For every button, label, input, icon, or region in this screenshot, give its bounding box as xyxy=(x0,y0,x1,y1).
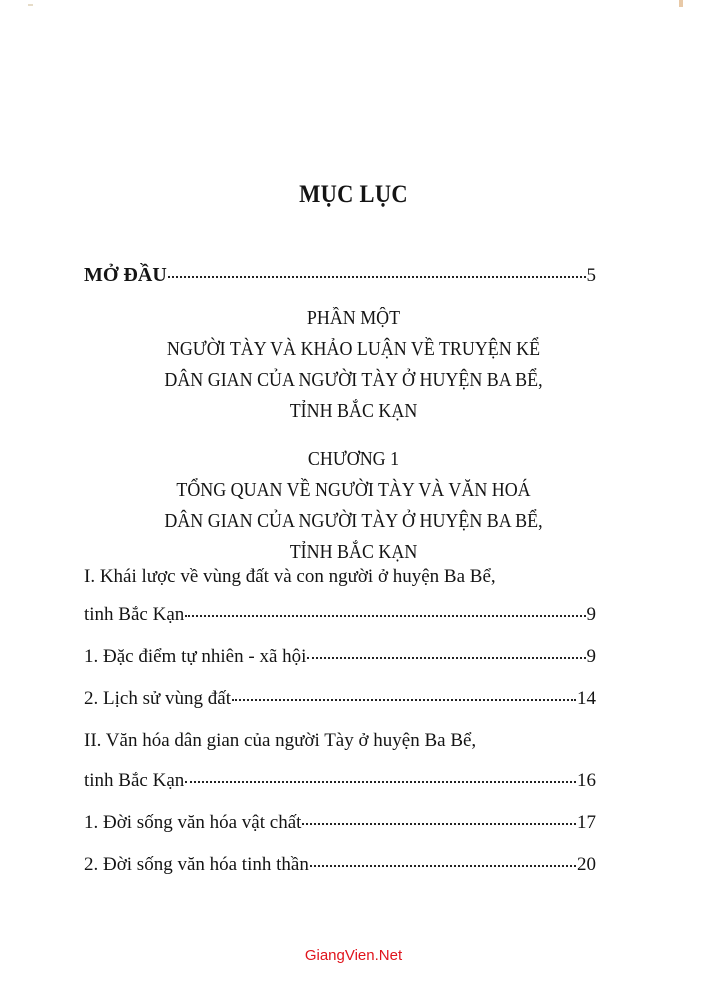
chapter-heading-line: TỔNG QUAN VỀ NGƯỜI TÀY VÀ VĂN HOÁ xyxy=(176,480,531,501)
toc-label: 1. Đời sống văn hóa vật chất xyxy=(84,812,302,833)
corner-mark-left xyxy=(28,4,33,6)
toc-entry-section2 xyxy=(84,770,596,792)
leader-dots xyxy=(168,276,586,278)
toc-entry-section2-1 xyxy=(84,812,596,834)
toc-label: tinh Bắc Kạn xyxy=(84,770,185,791)
chapter-heading-line: CHƯƠNG 1 xyxy=(307,449,400,470)
leader-dots xyxy=(310,865,576,867)
toc-label: 2. Lịch sử vùng đất xyxy=(84,688,231,709)
part-heading-line: TỈNH BẮC KẠN xyxy=(289,401,418,422)
chapter-heading xyxy=(28,444,678,568)
page-title: MỤC LỤC xyxy=(299,181,408,208)
toc-label: 1. Đặc điểm tự nhiên - xã hội xyxy=(84,646,307,667)
leader-dots xyxy=(185,615,585,617)
toc-label: 2. Đời sống văn hóa tinh thần xyxy=(84,854,309,875)
leader-dots xyxy=(307,657,585,659)
toc-page-number: 5 xyxy=(586,265,596,286)
chapter-heading-line: DÂN GIAN CỦA NGƯỜI TÀY Ở HUYỆN BA BỂ, xyxy=(164,511,543,532)
watermark: GiangVien.Net xyxy=(304,947,403,964)
toc-label: MỞ ĐẦU xyxy=(84,264,167,286)
corner-mark xyxy=(679,0,683,7)
toc-page-number: 16 xyxy=(577,770,596,791)
toc-entry-section1-1 xyxy=(84,646,596,668)
part-heading xyxy=(28,303,678,427)
toc-page-number: 9 xyxy=(586,604,596,625)
toc-entry-section2-2 xyxy=(84,854,596,876)
toc-entry-section1-line1: I. Khái lược về vùng đất và con người ở huyện Ba Bể, xyxy=(84,566,496,587)
part-heading-line: DÂN GIAN CỦA NGƯỜI TÀY Ở HUYỆN BA BỂ, xyxy=(164,370,543,391)
toc-entry-section1 xyxy=(84,604,596,626)
leader-dots xyxy=(232,699,576,701)
toc-entry-section2-line1: II. Văn hóa dân gian của người Tày ở huyện Ba Bể, xyxy=(84,730,477,751)
chapter-heading-line: TỈNH BẮC KẠN xyxy=(289,542,418,563)
toc-entry-section1-2 xyxy=(84,688,596,710)
leader-dots xyxy=(302,823,576,825)
part-heading-line: NGƯỜI TÀY VÀ KHẢO LUẬN VỀ TRUYỆN KỂ xyxy=(166,339,541,360)
part-heading-line: PHẦN MỘT xyxy=(306,308,401,329)
toc-page-number: 14 xyxy=(577,688,596,709)
toc-page-number: 20 xyxy=(577,854,596,875)
toc-entry-intro xyxy=(84,264,596,287)
toc-page-number: 9 xyxy=(586,646,596,667)
toc-page-number: 17 xyxy=(577,812,596,833)
toc-label: tinh Bắc Kạn xyxy=(84,604,185,625)
leader-dots xyxy=(185,781,576,783)
